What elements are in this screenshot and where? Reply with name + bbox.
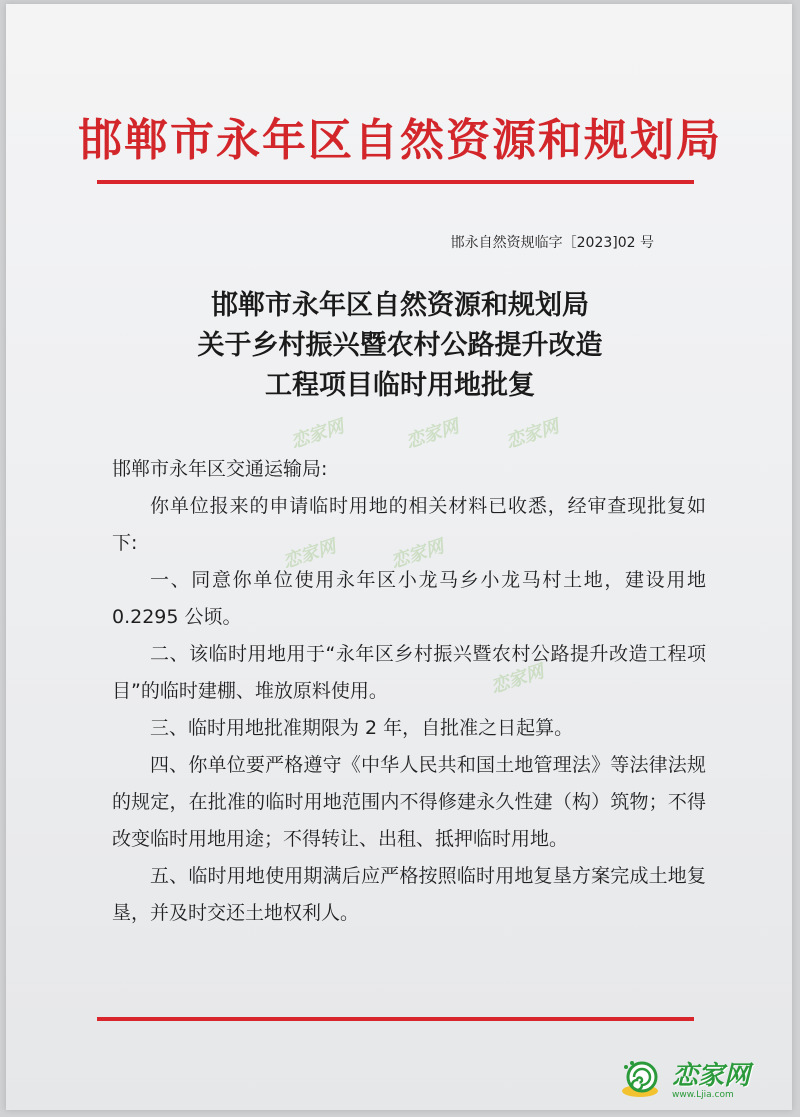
snail-icon (618, 1053, 666, 1101)
watermark: 恋家网 (488, 661, 547, 698)
header-red-rule (97, 180, 694, 184)
logo-text: 恋家网 (672, 1060, 751, 1091)
watermark: 恋家网 (403, 416, 462, 453)
logo-url: www.Ljia.com (672, 1089, 734, 1100)
body-paragraph: 二、该临时用地用于“永年区乡村振兴暨农村公路提升改造工程项目”的临时建棚、堆放原料使用。 (112, 643, 706, 702)
document-body (112, 451, 706, 932)
document-number: 邯永自然资规临字［2023]02 号 (450, 235, 654, 251)
title-line-3: 工程项目临时用地批复 (265, 370, 535, 401)
watermark: 恋家网 (503, 416, 562, 453)
footer-red-rule (97, 1017, 694, 1021)
watermark: 恋家网 (288, 416, 347, 453)
recipient-line: 邯郸市永年区交通运输局: (112, 458, 328, 480)
body-paragraph: 五、临时用地使用期满后应严格按照临时用地复垦方案完成土地复垦，并及时交还土地权利人。 (112, 865, 706, 924)
site-logo (618, 1047, 778, 1107)
body-paragraph: 你单位报来的申请临时用地的相关材料已收悉，经审查现批复如下: (112, 495, 706, 554)
body-paragraph: 三、临时用地批准期限为 2 年，自批准之日起算。 (150, 717, 574, 739)
title-line-1: 邯郸市永年区自然资源和规划局 (211, 290, 589, 321)
body-paragraph: 一、同意你单位使用永年区小龙马乡小龙马村土地，建设用地 0.2295 公顷。 (112, 569, 706, 628)
watermark: 恋家网 (280, 536, 339, 573)
document-title (0, 286, 800, 406)
title-line-2: 关于乡村振兴暨农村公路提升改造 (197, 330, 603, 361)
watermark: 恋家网 (388, 536, 447, 573)
body-paragraph: 四、你单位要严格遵守《中华人民共和国土地管理法》等法律法规的规定，在批准的临时用地范围内不得修建永久性建（构）筑物；不得改变临时用地用途；不得转让、出租、抵押临时用地。 (112, 754, 706, 850)
agency-header: 邯郸市永年区自然资源和规划局 (78, 115, 722, 166)
